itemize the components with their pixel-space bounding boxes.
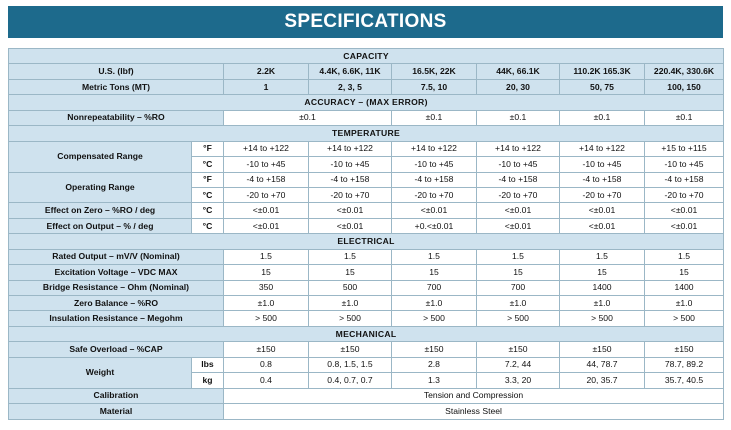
effect-on-zero-value: <±0.01 <box>392 203 477 218</box>
compensated-range-f-value: +14 to +122 <box>309 141 392 156</box>
compensated-range-f-value: +14 to +122 <box>477 141 560 156</box>
insulation-resistance-value: > 500 <box>309 311 392 326</box>
operating-range-f-value: -4 to +158 <box>560 172 645 187</box>
unit-fahrenheit: °F <box>192 141 224 156</box>
nonrepeatability-value: ±0.1 <box>560 110 645 125</box>
page-title: SPECIFICATIONS <box>284 11 447 32</box>
table-row <box>9 218 724 233</box>
zero-balance-value: ±1.0 <box>309 296 392 311</box>
operating-range-f-value: -4 to +158 <box>392 172 477 187</box>
section-header-accuracy: ACCURACY – (MAX ERROR) <box>9 95 724 110</box>
weight-lbs-value: 0.8, 1.5, 1.5 <box>309 357 392 372</box>
effect-on-output-value: <±0.01 <box>309 218 392 233</box>
effect-on-zero-value: <±0.01 <box>477 203 560 218</box>
unit-lbs: lbs <box>192 357 224 372</box>
excitation-voltage-value: 15 <box>645 265 724 280</box>
operating-range-c-value: -20 to +70 <box>645 187 724 202</box>
section-header-mechanical: MECHANICAL <box>9 326 724 341</box>
capacity-us-value: 4.4K, 6.6K, 11K <box>309 64 392 79</box>
weight-kg-value: 0.4, 0.7, 0.7 <box>309 373 392 388</box>
operating-range-c-value: -20 to +70 <box>477 187 560 202</box>
table-row <box>9 311 724 326</box>
capacity-mt-value: 1 <box>224 79 309 94</box>
capacity-mt-value: 100, 150 <box>645 79 724 94</box>
rated-output-value: 1.5 <box>309 249 392 264</box>
weight-kg-value: 20, 35.7 <box>560 373 645 388</box>
effect-on-zero-label: Effect on Zero – %RO / deg <box>9 203 192 218</box>
table-row <box>9 342 724 357</box>
capacity-us-value: 220.4K, 330.6K <box>645 64 724 79</box>
capacity-us-value: 44K, 66.1K <box>477 64 560 79</box>
capacity-us-label: U.S. (lbf) <box>9 64 224 79</box>
weight-lbs-value: 0.8 <box>224 357 309 372</box>
effect-on-output-value: <±0.01 <box>224 218 309 233</box>
effect-on-zero-value: <±0.01 <box>224 203 309 218</box>
compensated-range-c-value: -10 to +45 <box>560 157 645 172</box>
operating-range-label: Operating Range <box>9 172 192 203</box>
table-row <box>9 64 724 79</box>
compensated-range-c-value: -10 to +45 <box>224 157 309 172</box>
table-row <box>9 79 724 94</box>
table-row <box>9 296 724 311</box>
operating-range-f-value: -4 to +158 <box>224 172 309 187</box>
compensated-range-f-value: +15 to +115 <box>645 141 724 156</box>
effect-on-output-value: <±0.01 <box>645 218 724 233</box>
effect-on-output-value: <±0.01 <box>560 218 645 233</box>
compensated-range-f-value: +14 to +122 <box>392 141 477 156</box>
nonrepeatability-value: ±0.1 <box>392 110 477 125</box>
operating-range-f-value: -4 to +158 <box>477 172 560 187</box>
excitation-voltage-value: 15 <box>477 265 560 280</box>
weight-kg-value: 1.3 <box>392 373 477 388</box>
bridge-resistance-value: 1400 <box>645 280 724 295</box>
table-row <box>9 265 724 280</box>
operating-range-f-value: -4 to +158 <box>645 172 724 187</box>
capacity-mt-label: Metric Tons (MT) <box>9 79 224 94</box>
weight-lbs-value: 2.8 <box>392 357 477 372</box>
compensated-range-c-value: -10 to +45 <box>645 157 724 172</box>
unit-celsius: °C <box>192 187 224 202</box>
nonrepeatability-value: ±0.1 <box>477 110 560 125</box>
weight-kg-value: 3.3, 20 <box>477 373 560 388</box>
material-label: Material <box>9 404 224 419</box>
table-row <box>9 388 724 403</box>
bridge-resistance-value: 500 <box>309 280 392 295</box>
table-row <box>9 172 724 187</box>
safe-overload-value: ±150 <box>645 342 724 357</box>
safe-overload-value: ±150 <box>309 342 392 357</box>
unit-celsius: °C <box>192 218 224 233</box>
section-row-capacity <box>9 49 724 64</box>
effect-on-zero-value: <±0.01 <box>645 203 724 218</box>
weight-lbs-value: 78.7, 89.2 <box>645 357 724 372</box>
compensated-range-c-value: -10 to +45 <box>309 157 392 172</box>
effect-on-output-label: Effect on Output – % / deg <box>9 218 192 233</box>
zero-balance-value: ±1.0 <box>392 296 477 311</box>
specifications-table <box>8 48 724 420</box>
section-row-temperature <box>9 126 724 141</box>
section-header-electrical: ELECTRICAL <box>9 234 724 249</box>
compensated-range-c-value: -10 to +45 <box>477 157 560 172</box>
specifications-table-body <box>9 49 724 420</box>
table-row <box>9 203 724 218</box>
nonrepeatability-value: ±0.1 <box>224 110 392 125</box>
calibration-label: Calibration <box>9 388 224 403</box>
capacity-us-value: 110.2K 165.3K <box>560 64 645 79</box>
safe-overload-value: ±150 <box>477 342 560 357</box>
unit-kg: kg <box>192 373 224 388</box>
safe-overload-value: ±150 <box>560 342 645 357</box>
operating-range-f-value: -4 to +158 <box>309 172 392 187</box>
safe-overload-value: ±150 <box>392 342 477 357</box>
bridge-resistance-value: 1400 <box>560 280 645 295</box>
unit-celsius: °C <box>192 203 224 218</box>
capacity-us-value: 2.2K <box>224 64 309 79</box>
effect-on-output-value: <±0.01 <box>477 218 560 233</box>
calibration-value: Tension and Compression <box>224 388 724 403</box>
effect-on-zero-value: <±0.01 <box>309 203 392 218</box>
section-header-capacity: CAPACITY <box>9 49 724 64</box>
effect-on-output-value: +0.<±0.01 <box>392 218 477 233</box>
table-row <box>9 280 724 295</box>
section-row-electrical <box>9 234 724 249</box>
capacity-mt-value: 7.5, 10 <box>392 79 477 94</box>
zero-balance-label: Zero Balance – %RO <box>9 296 224 311</box>
insulation-resistance-value: > 500 <box>392 311 477 326</box>
zero-balance-value: ±1.0 <box>477 296 560 311</box>
rated-output-label: Rated Output – mV/V (Nominal) <box>9 249 224 264</box>
rated-output-value: 1.5 <box>392 249 477 264</box>
table-row <box>9 249 724 264</box>
section-row-mechanical <box>9 326 724 341</box>
table-row <box>9 110 724 125</box>
specifications-banner <box>8 6 723 38</box>
operating-range-c-value: -20 to +70 <box>560 187 645 202</box>
zero-balance-value: ±1.0 <box>224 296 309 311</box>
insulation-resistance-value: > 500 <box>477 311 560 326</box>
compensated-range-label: Compensated Range <box>9 141 192 172</box>
weight-lbs-value: 44, 78.7 <box>560 357 645 372</box>
operating-range-c-value: -20 to +70 <box>392 187 477 202</box>
operating-range-c-value: -20 to +70 <box>309 187 392 202</box>
section-header-temperature: TEMPERATURE <box>9 126 724 141</box>
insulation-resistance-value: > 500 <box>224 311 309 326</box>
rated-output-value: 1.5 <box>224 249 309 264</box>
insulation-resistance-value: > 500 <box>645 311 724 326</box>
capacity-mt-value: 50, 75 <box>560 79 645 94</box>
excitation-voltage-value: 15 <box>392 265 477 280</box>
safe-overload-value: ±150 <box>224 342 309 357</box>
insulation-resistance-label: Insulation Resistance – Megohm <box>9 311 224 326</box>
bridge-resistance-value: 350 <box>224 280 309 295</box>
safe-overload-label: Safe Overload – %CAP <box>9 342 224 357</box>
bridge-resistance-value: 700 <box>392 280 477 295</box>
compensated-range-f-value: +14 to +122 <box>560 141 645 156</box>
effect-on-zero-value: <±0.01 <box>560 203 645 218</box>
zero-balance-value: ±1.0 <box>560 296 645 311</box>
excitation-voltage-label: Excitation Voltage – VDC MAX <box>9 265 224 280</box>
bridge-resistance-label: Bridge Resistance – Ohm (Nominal) <box>9 280 224 295</box>
excitation-voltage-value: 15 <box>224 265 309 280</box>
rated-output-value: 1.5 <box>645 249 724 264</box>
weight-kg-value: 35.7, 40.5 <box>645 373 724 388</box>
insulation-resistance-value: > 500 <box>560 311 645 326</box>
material-value: Stainless Steel <box>224 404 724 419</box>
rated-output-value: 1.5 <box>560 249 645 264</box>
capacity-mt-value: 2, 3, 5 <box>309 79 392 94</box>
bridge-resistance-value: 700 <box>477 280 560 295</box>
compensated-range-c-value: -10 to +45 <box>392 157 477 172</box>
rated-output-value: 1.5 <box>477 249 560 264</box>
weight-label: Weight <box>9 357 192 388</box>
nonrepeatability-label: Nonrepeatability – %RO <box>9 110 224 125</box>
unit-fahrenheit: °F <box>192 172 224 187</box>
capacity-us-value: 16.5K, 22K <box>392 64 477 79</box>
table-row <box>9 404 724 419</box>
weight-lbs-value: 7.2, 44 <box>477 357 560 372</box>
table-row <box>9 357 724 372</box>
operating-range-c-value: -20 to +70 <box>224 187 309 202</box>
zero-balance-value: ±1.0 <box>645 296 724 311</box>
section-row-accuracy <box>9 95 724 110</box>
excitation-voltage-value: 15 <box>560 265 645 280</box>
weight-kg-value: 0.4 <box>224 373 309 388</box>
table-row <box>9 141 724 156</box>
excitation-voltage-value: 15 <box>309 265 392 280</box>
nonrepeatability-value: ±0.1 <box>645 110 724 125</box>
unit-celsius: °C <box>192 157 224 172</box>
capacity-mt-value: 20, 30 <box>477 79 560 94</box>
compensated-range-f-value: +14 to +122 <box>224 141 309 156</box>
